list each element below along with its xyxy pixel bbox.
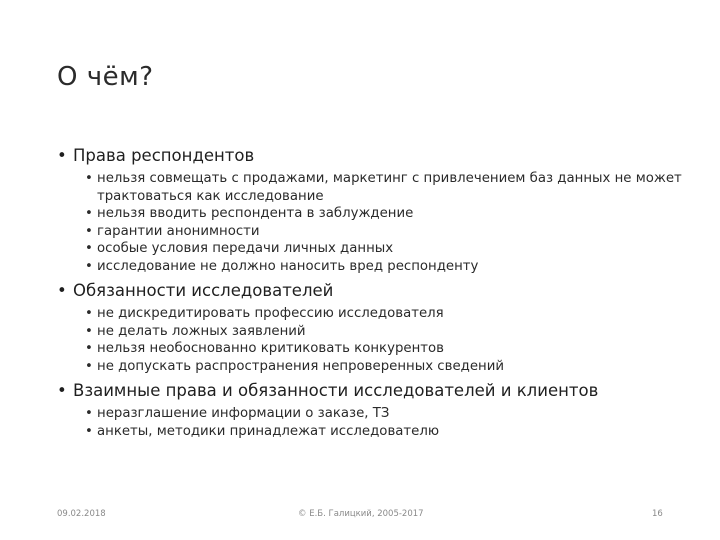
list-item: • нельзя совмещать с продажами, маркетинг с привлечением баз данных не может трактоваться как исследование: [85, 170, 695, 205]
list-item: • не допускать распространения непроверенных сведений: [85, 358, 695, 376]
list-item: • гарантии анонимности: [85, 223, 695, 241]
list-item: • особые условия передачи личных данных: [85, 240, 695, 258]
list-item: • анкеты, методики принадлежат исследователю: [85, 423, 695, 441]
list-item: • нельзя необоснованно критиковать конкурентов: [85, 340, 695, 358]
list-item: • неразглашение информации о заказе, ТЗ: [85, 405, 695, 423]
slide-content: [55, 144, 695, 444]
researcher-duties-list: [85, 305, 695, 375]
footer-copyright: © Е.Б. Галицкий, 2005-2017: [298, 509, 424, 519]
list-item: • нельзя вводить респондента в заблуждение: [85, 205, 695, 223]
section-heading-researcher-duties: • Обязанности исследователей: [55, 279, 695, 303]
footer-page-number: 16: [652, 509, 663, 519]
respondent-rights-list: [85, 170, 695, 275]
list-item: • не делать ложных заявлений: [85, 323, 695, 341]
slide-title: О чём?: [57, 62, 154, 92]
mutual-rights-list: [85, 405, 695, 440]
section-heading-respondent-rights: • Права респондентов: [55, 144, 695, 168]
section-heading-mutual-rights: • Взаимные права и обязанности исследователей и клиентов: [55, 379, 695, 403]
list-item: • исследование не должно наносить вред респонденту: [85, 258, 695, 276]
list-item: • не дискредитировать профессию исследователя: [85, 305, 695, 323]
footer-date: 09.02.2018: [57, 509, 106, 519]
